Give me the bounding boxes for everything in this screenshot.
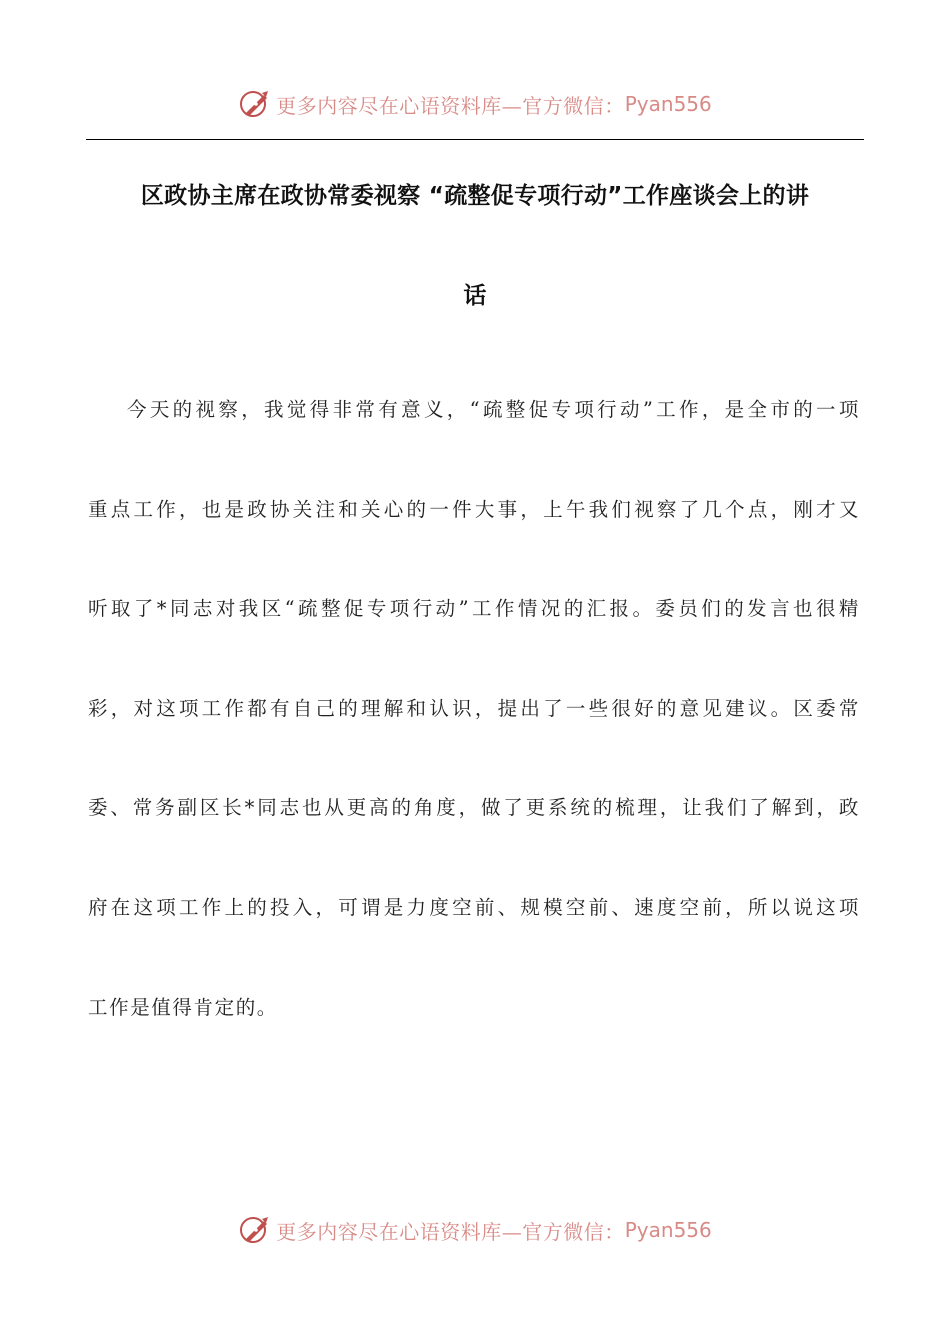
body-paragraph [88, 360, 860, 1057]
paragraph-line: 听取了*同志对我区“疏整促专项行动”工作情况的汇报。委员们的发言也很精 [88, 597, 860, 621]
paragraph-line: 委、常务副区长*同志也从更高的角度，做了更系统的梳理，让我们了解到，政 [88, 796, 860, 820]
paragraph-line: 府在这项工作上的投入，可谓是力度空前、规模空前、速度空前，所以说这项 [88, 895, 860, 919]
header-divider [86, 139, 864, 140]
header-banner-text: 更多内容尽在心语资料库—官方微信： [276, 93, 625, 118]
paragraph-line: 彩，对这项工作都有自己的理解和认识，提出了一些很好的意见建议。区委常 [88, 696, 860, 720]
footer-banner [0, 1208, 950, 1252]
pen-nib-logo-icon [238, 1213, 272, 1247]
title-line-2: 话 [463, 283, 487, 309]
paragraph-line: 重点工作，也是政协关注和关心的一件大事，上午我们视察了几个点，刚才又 [88, 497, 860, 521]
header-banner [0, 82, 950, 126]
paragraph-line: 今天的视察，我觉得非常有意义，“疏整促专项行动”工作，是全市的一项 [127, 398, 860, 421]
paragraph-line: 工作是值得肯定的。 [88, 995, 278, 1019]
footer-banner-text: 更多内容尽在心语资料库—官方微信： [276, 1219, 625, 1244]
footer-wechat-id: Pyan556 [624, 1218, 712, 1242]
title-line-1: 区政协主席在政协常委视察 “疏整促专项行动”工作座谈会上的讲 [140, 183, 810, 209]
pen-nib-logo-icon [238, 87, 272, 121]
document-title [86, 168, 864, 324]
header-wechat-id: Pyan556 [624, 92, 712, 116]
